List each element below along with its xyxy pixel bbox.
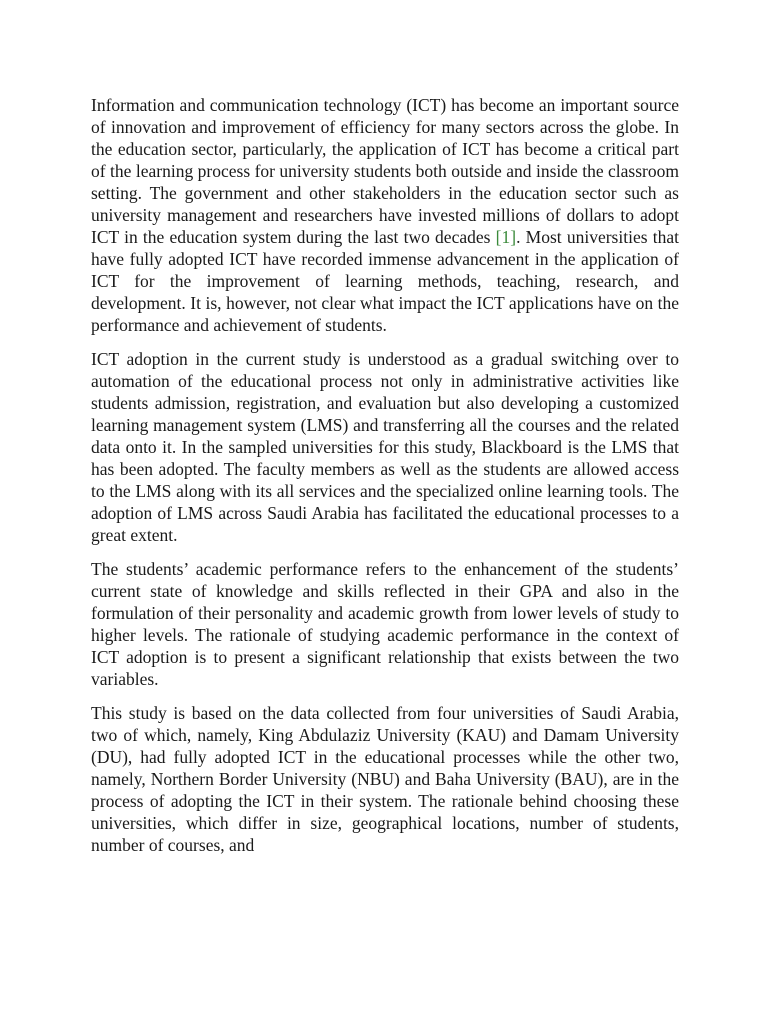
paragraph-1-text-before-citation: Information and communication technology (ICT) has become an important source of innovation and improvement of efficiency for many sectors across the globe. In the education sector, particularly, the application of ICT has become a critical part of the learning process for university students both outside and inside the classroom setting. The government and other stakeholders in the education sector such as university management and researchers have invested millions of dollars to adopt ICT in the education system during the last two decades	[91, 95, 679, 247]
paragraph-ict-adoption: ICT adoption in the current study is understood as a gradual switching over to automation of the educational process not only in administrative activities like students admission, registration, and evaluation but also developing a customized learning management system (LMS) and transferring all the courses and the related data onto it. In the sampled universities for this study, Blackboard is the LMS that has been adopted. The faculty members as well as the students are allowed access to the LMS along with its all services and the specialized online learning tools. The adoption of LMS across Saudi Arabia has facilitated the educational processes to a great extent.	[91, 349, 679, 545]
paragraph-academic-performance: The students’ academic performance refers to the enhancement of the students’ current state of knowledge and skills reflected in their GPA and also in the formulation of their personality and academic growth from lower levels of study to higher levels. The rationale of studying academic performance in the context of ICT adoption is to present a significant relationship that exists between the two variables.	[91, 559, 679, 689]
document-body	[91, 94, 679, 868]
paragraph-1-text-after-citation: . Most universities that have fully adopted ICT have recorded immense advancement in the application of ICT for the improvement of learning methods, teaching, research, and development. It is, however, not clear what impact the ICT applications have on the performance and achievement of students.	[91, 227, 679, 335]
paragraph-ict-introduction	[91, 94, 679, 336]
citation-link[interactable]: [1]	[495, 227, 517, 247]
paragraph-study-universities: This study is based on the data collected from four universities of Saudi Arabia, two of which, namely, King Abdulaziz University (KAU) and Damam University (DU), had fully adopted ICT in the educational processes while the other two, namely, Northern Border University (NBU) and Baha University (BAU), are in the process of adopting the ICT in their system. The rationale behind choosing these universities, which differ in size, geographical locations, number of students, number of courses, and	[91, 703, 679, 855]
